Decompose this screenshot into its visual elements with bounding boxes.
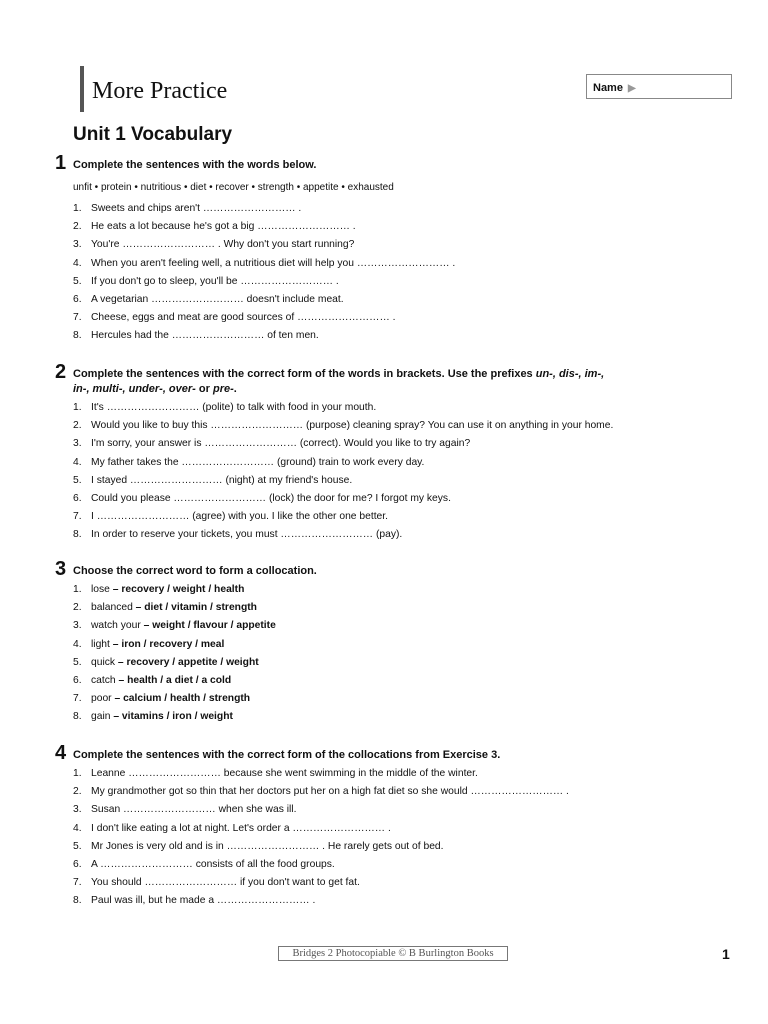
name-field[interactable] <box>586 74 732 99</box>
page-title: More Practice <box>92 78 228 104</box>
exercise-instruction: Choose the correct word to form a collocation. <box>73 565 317 577</box>
list-item: 4. I don't like eating a lot at night. Let's order a ……………………… . <box>73 822 391 834</box>
list-item: 2. balanced – diet / vitamin / strength <box>73 602 257 614</box>
list-item: 1. Sweets and chips aren't ……………………… . <box>73 203 302 214</box>
list-item: 3. Susan ……………………… when she was ill. <box>73 804 297 816</box>
list-item: 4. When you aren't feeling well, a nutritious diet will help you ……………………… . <box>73 257 456 269</box>
exercise-number: 3 <box>55 558 67 580</box>
list-item: 3. I'm sorry, your answer is ……………………… (correct). Would you like to try again? <box>73 438 471 450</box>
list-item: 6. A vegetarian ……………………… doesn't include meat. <box>73 293 344 305</box>
footer-copyright: Bridges 2 Photocopiable © B Burlington Books <box>278 946 508 961</box>
list-item: 6. A ……………………… consists of all the food groups. <box>73 858 335 870</box>
collocation-list <box>73 583 695 729</box>
exercise-number: 2 <box>55 361 67 383</box>
list-item: 4. My father takes the ……………………… (ground) train to work every day. <box>73 456 425 468</box>
list-item: 6. catch – health / a diet / a cold <box>73 674 232 686</box>
list-item: 1. It's ……………………… (polite) to talk with food in your mouth. <box>73 402 377 413</box>
sentence-list <box>73 202 695 348</box>
list-item: 2. My grandmother got so thin that her doctors put her on a high fat diet so she would ……………………… . <box>73 786 569 798</box>
list-item: 8. In order to reserve your tickets, you must ……………………… (pay). <box>73 529 403 541</box>
list-item: 5. I stayed ……………………… (night) at my friend's house. <box>73 474 353 486</box>
word-bank: unfit • protein • nutritious • diet • recover • strength • appetite • exhausted <box>73 182 394 193</box>
exercise-instruction: Complete the sentences with the correct form of the collocations from Exercise 3. <box>73 749 501 761</box>
exercise-2 <box>55 361 695 547</box>
list-item: 8. Hercules had the ……………………… of ten men. <box>73 330 319 342</box>
sentence-list <box>73 767 695 913</box>
list-item: 7. I ……………………… (agree) with you. I like the other one better. <box>73 511 389 523</box>
list-item: 5. If you don't go to sleep, you'll be ……………………… . <box>73 275 339 287</box>
list-item: 5. Mr Jones is very old and is in ……………………… . He rarely gets out of bed. <box>73 840 444 852</box>
list-item: 1. Leanne ……………………… because she went swimming in the middle of the winter. <box>73 768 478 779</box>
exercise-instruction: Complete the sentences with the correct form of the words in brackets. Use the prefixes un-, dis-, im-, in-, multi-, under-, over- or pre-. <box>73 368 605 395</box>
list-item: 7. poor – calcium / health / strength <box>73 693 251 705</box>
list-item: 7. Cheese, eggs and meat are good sources of ……………………… . <box>73 312 396 324</box>
exercise-4 <box>55 742 695 913</box>
list-item: 6. Could you please ……………………… (lock) the door for me? I forgot my keys. <box>73 492 451 504</box>
list-item: 4. light – iron / recovery / meal <box>73 638 225 650</box>
list-item: 2. Would you like to buy this ……………………… (purpose) cleaning spray? You can use it on anything in your home. <box>73 420 614 432</box>
exercise-number: 4 <box>55 742 67 764</box>
exercise-instruction: Complete the sentences with the words below. <box>73 159 317 171</box>
list-item: 3. You're ……………………… . Why don't you start running? <box>73 239 355 251</box>
list-item: 2. He eats a lot because he's got a big ……………………… . <box>73 221 356 233</box>
name-label: Name <box>593 82 623 94</box>
list-item: 3. watch your – weight / flavour / appetite <box>73 620 276 632</box>
list-item: 1. lose – recovery / weight / health <box>73 584 245 595</box>
list-item: 7. You should ……………………… if you don't want to get fat. <box>73 877 360 889</box>
exercise-number: 1 <box>55 152 67 174</box>
unit-title: Unit 1 Vocabulary <box>73 124 233 145</box>
arrow-right-icon: ▶ <box>628 83 636 94</box>
list-item: 5. quick – recovery / appetite / weight <box>73 656 259 668</box>
sentence-list <box>73 401 695 547</box>
list-item: 8. gain – vitamins / iron / weight <box>73 711 233 723</box>
page-number: 1 <box>722 946 730 962</box>
header-bar <box>80 66 84 112</box>
exercise-1 <box>55 152 695 348</box>
exercise-3 <box>55 558 695 729</box>
list-item: 8. Paul was ill, but he made a ……………………… . <box>73 895 316 907</box>
